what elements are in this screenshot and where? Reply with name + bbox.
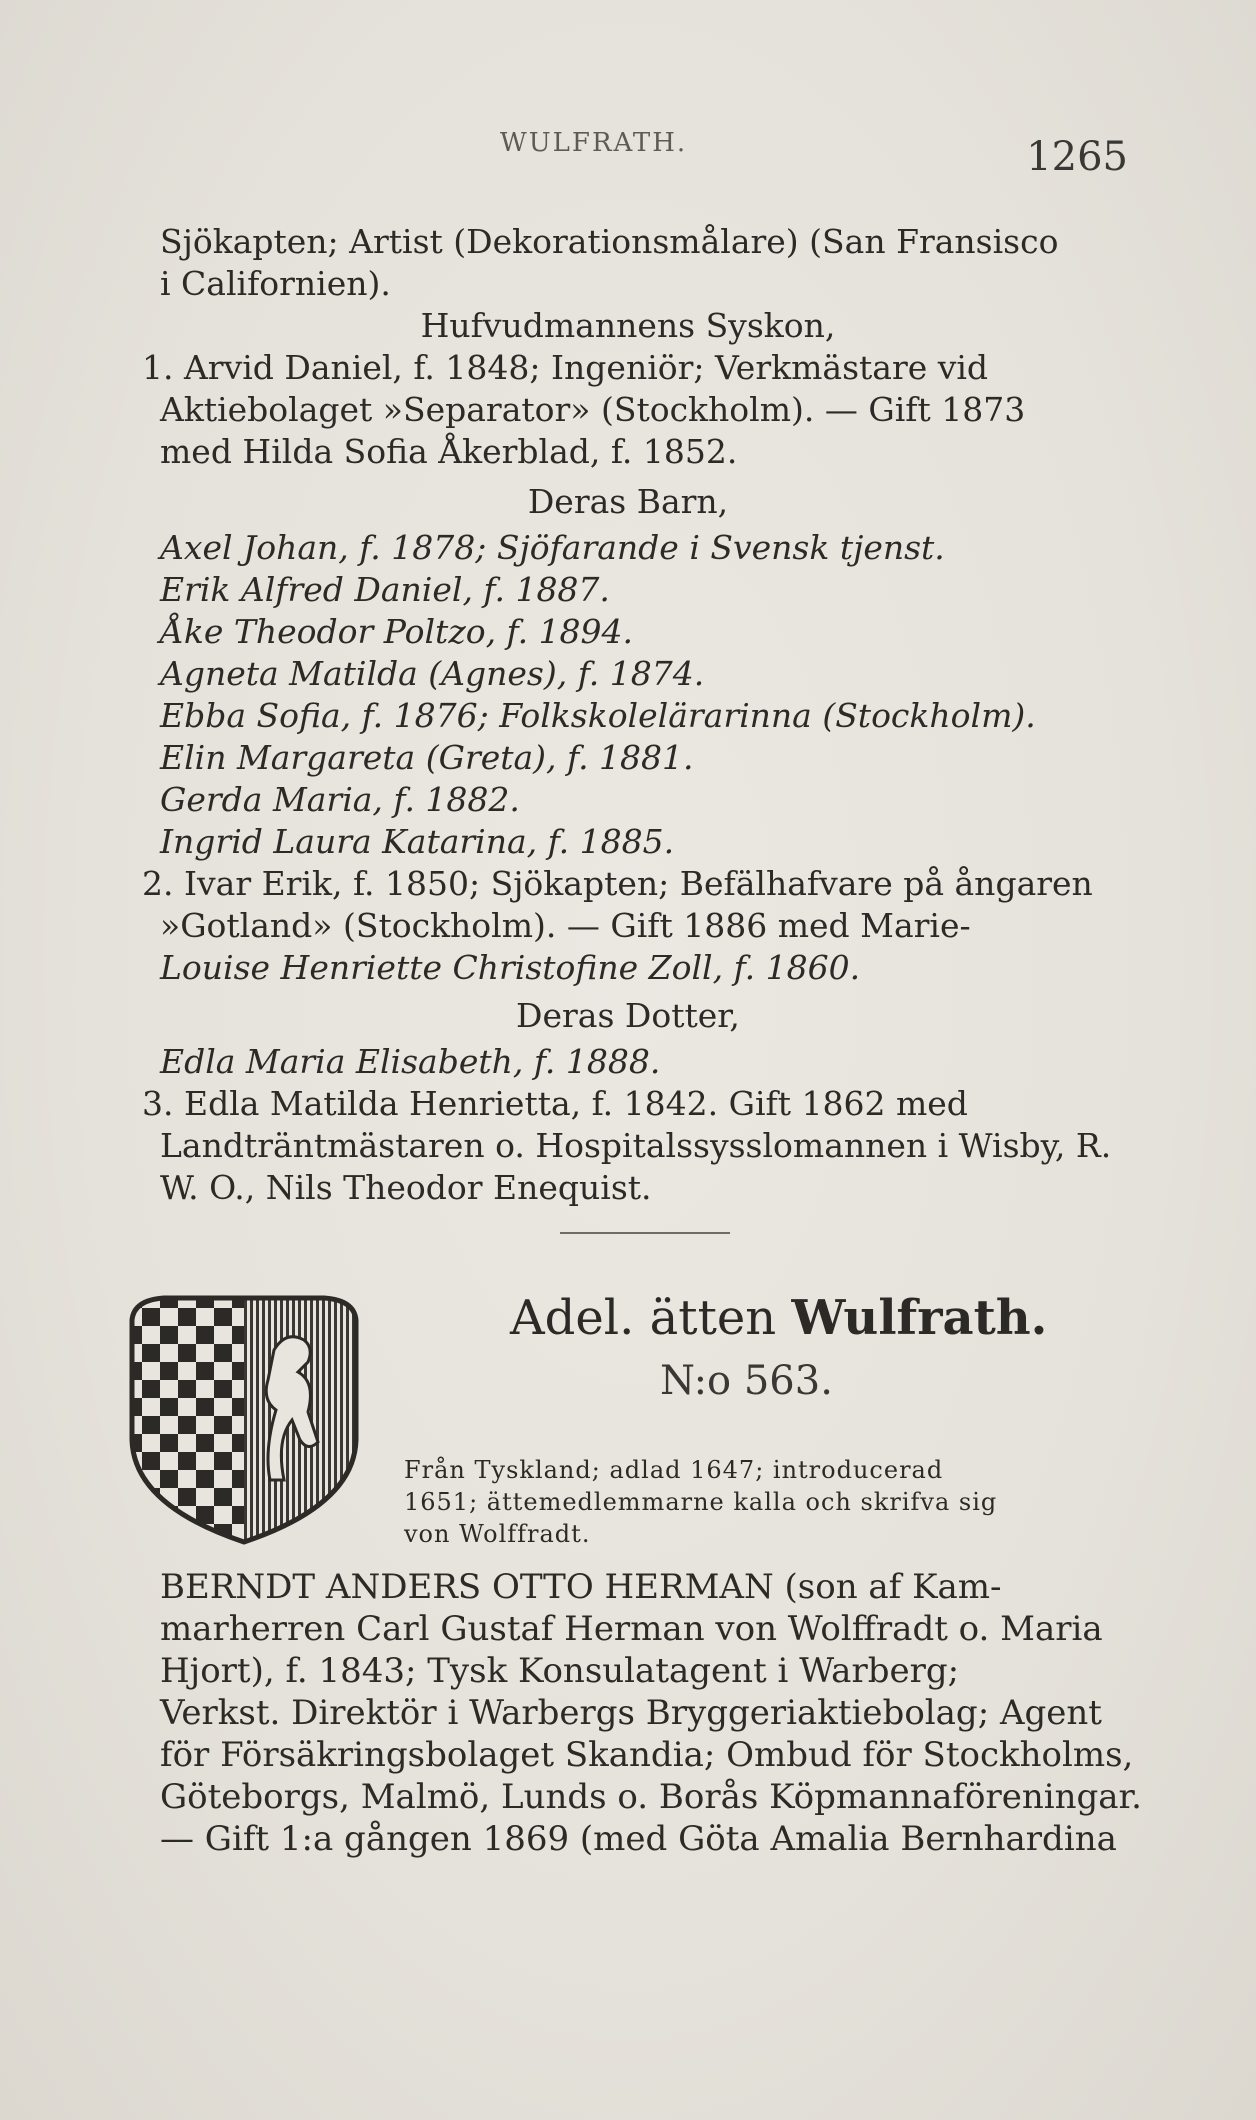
section-heading: Hufvudmannens Syskon, bbox=[420, 306, 836, 345]
text-line: Sjökapten; Artist (Dekorationsmålare) (San Fransisco bbox=[160, 222, 1059, 261]
text-line: Göteborgs, Malmö, Lunds o. Borås Köpmannaföreningar. bbox=[160, 1777, 1142, 1817]
text-line: 1. Arvid Daniel, f. 1848; Ingeniör; Verkmästare vid bbox=[142, 348, 989, 387]
text-line: Ingrid Laura Katarina, f. 1885. bbox=[160, 822, 675, 861]
text-line: 3. Edla Matilda Henrietta, f. 1842. Gift 1862 med bbox=[142, 1084, 968, 1123]
text-line: Landträntmästaren o. Hospitalssysslomannen i Wisby, R. bbox=[160, 1126, 1112, 1165]
text-line: Verkst. Direktör i Warbergs Bryggeriaktiebolag; Agent bbox=[160, 1693, 1102, 1733]
origin-line: Från Tyskland; adlad 1647; introducerad bbox=[404, 1456, 944, 1484]
section-heading: Deras Barn, bbox=[527, 482, 729, 521]
text-line: »Gotland» (Stockholm). — Gift 1886 med Marie- bbox=[160, 906, 971, 945]
text-line: Aktiebolaget »Separator» (Stockholm). — Gift 1873 bbox=[160, 390, 1026, 429]
text-line: Agneta Matilda (Agnes), f. 1874. bbox=[160, 654, 705, 693]
running-head: WULFRATH. bbox=[500, 128, 688, 158]
page-number: 1265 bbox=[1026, 134, 1128, 180]
section-heading: Deras Dotter, bbox=[516, 996, 740, 1035]
origin-line: von Wolffradt. bbox=[404, 1520, 591, 1548]
text-line: marherren Carl Gustaf Herman von Wolffradt o. Maria bbox=[160, 1609, 1103, 1649]
text-line: i Californien). bbox=[160, 264, 391, 303]
text-line: 2. Ivar Erik, f. 1850; Sjökapten; Befälhafvare på ångaren bbox=[142, 864, 1093, 903]
text-line: W. O., Nils Theodor Enequist. bbox=[160, 1168, 652, 1207]
text-line: för Försäkringsbolaget Skandia; Ombud för Stockholms, bbox=[160, 1735, 1134, 1775]
coat-of-arms-icon bbox=[124, 1290, 364, 1550]
text-line: Elin Margareta (Greta), f. 1881. bbox=[160, 738, 694, 777]
text-line: Gerda Maria, f. 1882. bbox=[160, 780, 520, 819]
origin-line: 1651; ättemedlemmarne kalla och skrifva sig bbox=[404, 1488, 998, 1516]
family-title-prefix: Adel. ätten bbox=[510, 1290, 777, 1346]
text-line: Axel Johan, f. 1878; Sjöfarande i Svensk tjenst. bbox=[160, 528, 945, 567]
text-line: BERNDT ANDERS OTTO HERMAN (son af Kam- bbox=[160, 1567, 1002, 1607]
family-number: N:o 563. bbox=[660, 1358, 833, 1404]
text-line: Hjort), f. 1843; Tysk Konsulatagent i Warberg; bbox=[160, 1651, 960, 1691]
text-line: Erik Alfred Daniel, f. 1887. bbox=[160, 570, 610, 609]
family-title-name: Wulfrath. bbox=[791, 1290, 1048, 1346]
text-line: med Hilda Sofia Åkerblad, f. 1852. bbox=[160, 432, 738, 471]
text-line: Louise Henriette Christofine Zoll, f. 1860. bbox=[160, 948, 861, 987]
section-divider bbox=[560, 1232, 730, 1234]
text-line: Åke Theodor Poltzo, f. 1894. bbox=[160, 612, 634, 651]
text-line: Ebba Sofia, f. 1876; Folkskolelärarinna (Stockholm). bbox=[160, 696, 1036, 735]
text-line: — Gift 1:a gången 1869 (med Göta Amalia Bernhardina bbox=[160, 1819, 1117, 1859]
family-title bbox=[510, 1290, 1047, 1346]
text-line: Edla Maria Elisabeth, f. 1888. bbox=[160, 1042, 661, 1081]
